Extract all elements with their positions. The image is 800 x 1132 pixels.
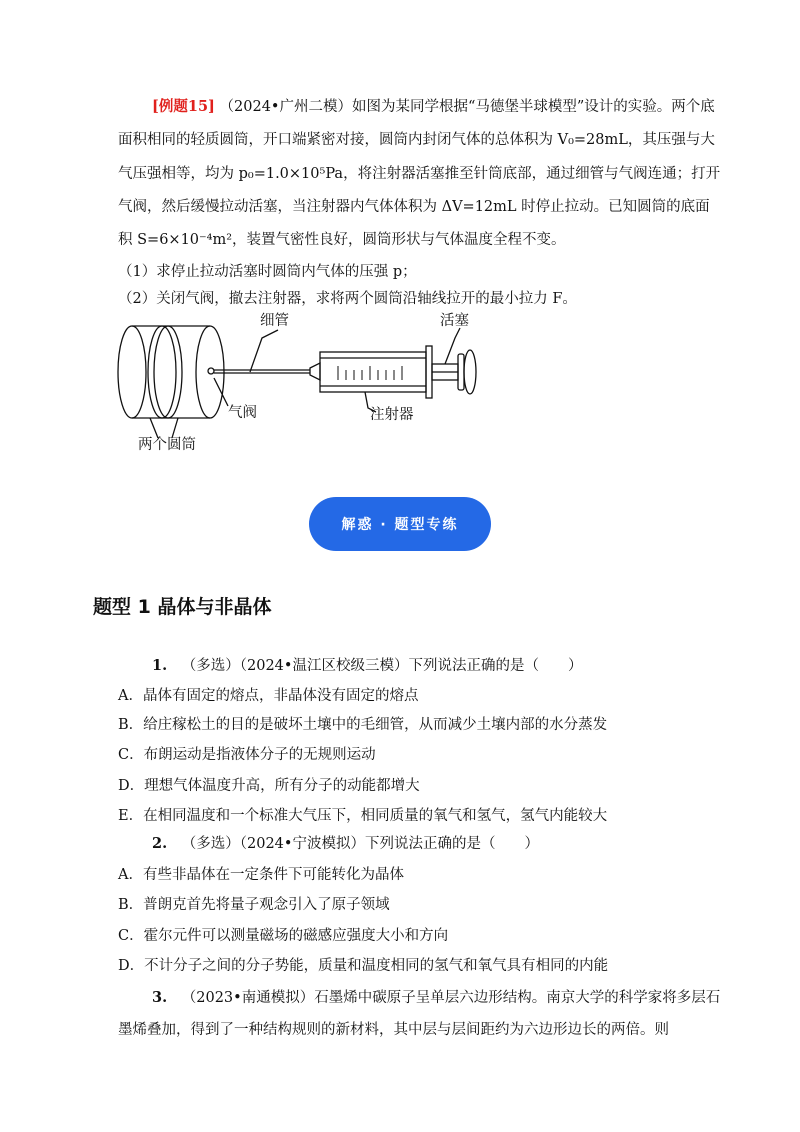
q3-line-1: （2023•南通模拟）石墨烯中碳原子呈单层六边形结构。南京大学的科学家将多层石	[181, 990, 721, 1006]
cylinder-right-end	[196, 326, 224, 418]
label-cylinders: 两个圆筒	[138, 437, 196, 453]
example-question-1: （1）求停止拉动活塞时圆筒内气体的压强 p；	[118, 264, 417, 280]
example-line-2: 面积相同的轻质圆筒，开口端紧密对接，圆筒内封闭气体的总体积为 V₀=28mL，其压强与大	[118, 132, 715, 148]
example-line-4: 气阀，然后缓慢拉动活塞，当注射器内气体体积为 ΔV=12mL 时停止拉动。已知圆筒的底面	[118, 199, 710, 215]
cylinder-joint-left	[148, 326, 176, 418]
apparatus-figure	[110, 308, 490, 462]
q2-option-c: C．霍尔元件可以测量磁场的磁感应强度大小和方向	[118, 928, 449, 944]
q1-option-b: B．给庄稼松土的目的是破坏土壤中的毛细管，从而减少土壤内部的水分蒸发	[118, 717, 608, 733]
q1-stem: （多选）（2024•温江区校级三模）下列说法正确的是（ ）	[181, 658, 583, 674]
q1-number: 1.	[152, 657, 168, 674]
q1-option-e: E．在相同温度和一个标准大气压下，相同质量的氧气和氢气，氢气内能较大	[118, 808, 608, 824]
piston-handle	[464, 350, 476, 394]
q3-line-2: 墨烯叠加，得到了一种结构规则的新材料，其中层与层间距约为六边形边长的两倍。则	[118, 1022, 669, 1038]
q1-option-a: A．晶体有固定的熔点，非晶体没有固定的熔点	[118, 688, 419, 704]
label-valve: 气阀	[228, 405, 257, 421]
q1-option-d: D．理想气体温度升高，所有分子的动能都增大	[118, 778, 420, 794]
q2-option-a: A．有些非晶体在一定条件下可能转化为晶体	[118, 867, 404, 883]
example-line-5: 积 S=6×10⁻⁴m²，装置气密性良好，圆筒形状与气体温度全程不变。	[118, 232, 566, 248]
example-tag: [例题15]	[152, 98, 215, 115]
example-question-2: （2）关闭气阀，撤去注射器，求将两个圆筒沿轴线拉开的最小拉力 F。	[118, 291, 577, 307]
q3-number: 3.	[152, 989, 168, 1006]
q1-option-c: C．布朗运动是指液体分子的无规则运动	[118, 747, 376, 763]
label-tube: 细管	[260, 313, 289, 329]
section-title: 题型 1 晶体与非晶体	[93, 596, 272, 618]
label-syringe: 注射器	[370, 407, 414, 423]
valve-hole	[208, 368, 214, 374]
q3-first-line	[152, 988, 720, 1008]
example-line-1: （2024•广州二模）如图为某同学根据“马德堡半球模型”设计的实验。两个底	[219, 99, 715, 115]
q2-number: 2.	[152, 835, 168, 852]
cylinder-left-end	[118, 326, 146, 418]
q1-stem-line	[152, 656, 582, 676]
cylinder-joint-right	[154, 326, 182, 418]
q2-stem-line	[152, 834, 539, 854]
q2-option-d: D．不计分子之间的分子势能，质量和温度相同的氢气和氧气具有相同的内能	[118, 958, 609, 974]
section-banner: 解惑 · 题型专练	[309, 497, 491, 551]
example-first-line	[152, 97, 715, 117]
example-line-3: 气压强相等，均为 p₀=1.0×10⁵Pa，将注射器活塞推至针筒底部，通过细管与气阀连通；打开	[118, 166, 721, 182]
q2-stem: （多选）（2024•宁波模拟）下列说法正确的是（ ）	[181, 836, 539, 852]
label-piston: 活塞	[440, 313, 469, 329]
q2-option-b: B．普朗克首先将量子观念引入了原子领域	[118, 897, 390, 913]
